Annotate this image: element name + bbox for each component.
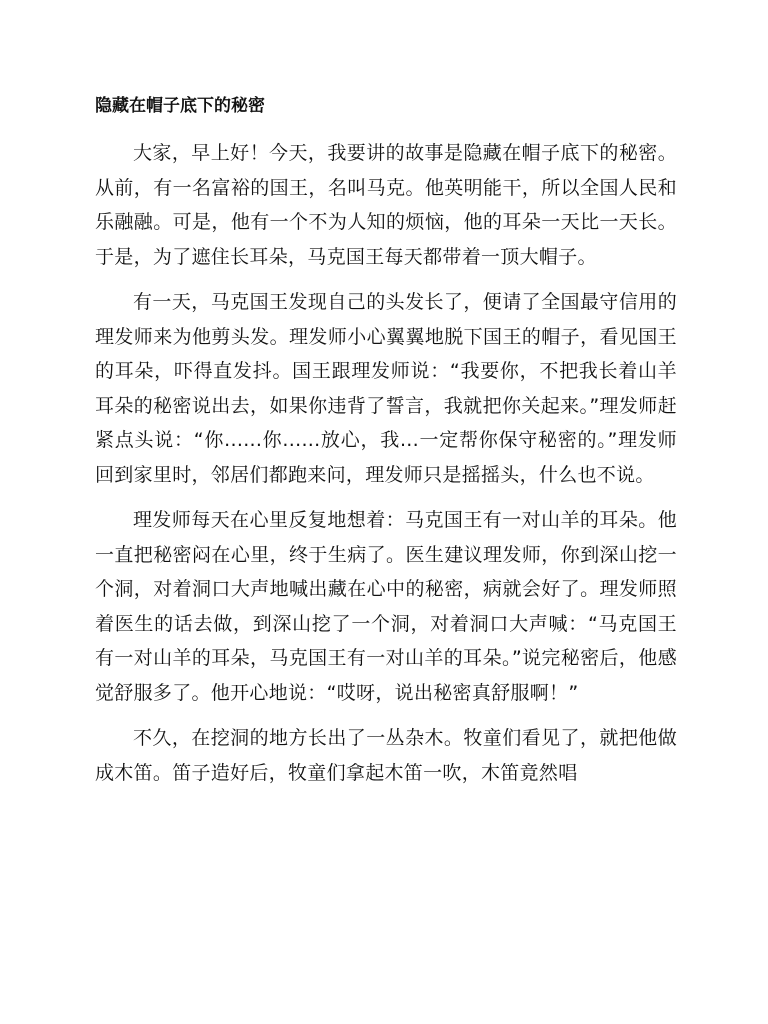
document-page <box>95 94 677 801</box>
paragraph-4: 不久，在挖洞的地方长出了一丛杂木。牧童们看见了，就把他做成木笛。笛子造好后，牧童们拿起木笛一吹，木笛竟然唱 <box>95 727 677 784</box>
paragraph-3: 理发师每天在心里反复地想着：马克国王有一对山羊的耳朵。他一直把秘密闷在心里，终于生病了。医生建议理发师，你到深山挖一个洞，对着洞口大声地喊出藏在心中的秘密，病就会好了。理发师照着医生的话去做，到深山挖了一个洞，对着洞口大声喊：“马克国王有一对山羊的耳朵，马克国王有一对山羊的耳朵。”说完秘密后，他感觉舒服多了。他开心地说：“哎呀，说出秘密真舒服啊！” <box>95 509 677 704</box>
paragraph-1: 大家，早上好！今天，我要讲的故事是隐藏在帽子底下的秘密。从前，有一名富裕的国王，名叫马克。他英明能干，所以全国人民和乐融融。可是，他有一个不为人知的烦恼，他的耳朵一天比一天长。于是，为了遮住长耳朵，马克国王每天都带着一顶大帽子。 <box>95 142 677 268</box>
document-title: 隐藏在帽子底下的秘密 <box>95 96 265 116</box>
paragraph-2: 有一天，马克国王发现自己的头发长了，便请了全国最守信用的理发师来为他剪头发。理发师小心翼翼地脱下国王的帽子，看见国王的耳朵，吓得直发抖。国王跟理发师说：“我要你，不把我长着山羊耳朵的秘密说出去，如果你违背了誓言，我就把你关起来。”理发师赶紧点头说：“你......你......放心，我...一定帮你保守秘密的。”理发师回到家里时，邻居们都跑来问，理发师只是摇摇头，什么也不说。 <box>95 291 677 486</box>
